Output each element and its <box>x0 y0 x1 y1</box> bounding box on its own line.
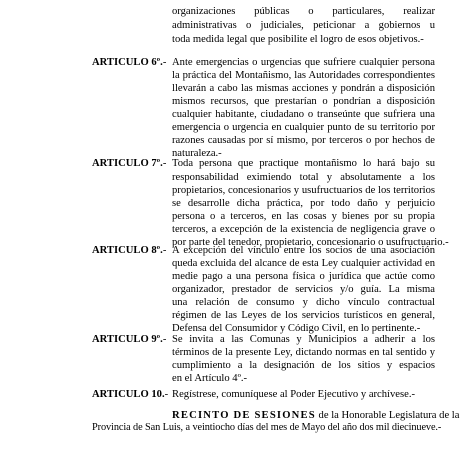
closing-text: de la Honorable Legislatura de la <box>318 410 460 421</box>
article-line: emergencia o urgencia en cualquier punto de su territorio por <box>172 122 435 133</box>
article-line: cualquier habitante, ciudadano o transeúnte que sufriera una <box>172 109 435 120</box>
closing-line <box>172 410 460 422</box>
article-line: mismos recursos, que prestarían o pondrían a disposición <box>172 96 435 107</box>
article-line: la práctica del Montañismo, las Autoridades correspondientes <box>172 70 435 81</box>
article-line: régimen de las Leyes de los servicios turísticos en general, <box>172 310 435 321</box>
intro-line: organizaciones públicas o particulares, realizar <box>172 6 435 17</box>
article-line: naturaleza.- <box>172 148 222 159</box>
article-line: medie pago a una persona física o jurídica que actúe como <box>172 271 435 282</box>
article-line: propietarios, concesionarios y usufructuarios de los territorios <box>172 185 435 196</box>
article-line: A excepción del vínculo entre los socios de una asociación <box>172 245 435 256</box>
article-line: razones causadas por sí mismo, por terceros o por hechos de <box>172 135 435 146</box>
article-line: Defensa del Consumidor y Código Civil, en lo pertinente.- <box>172 323 421 334</box>
article-label: ARTICULO 10.- <box>92 389 169 400</box>
article-line: llevarán a cabo las mismas acciones y pondrán a disposición <box>172 83 435 94</box>
article-label: ARTICULO 7º.- <box>92 158 167 169</box>
article-label: ARTICULO 9º.- <box>92 334 167 345</box>
article-line: en el Artículo 4º.- <box>172 373 248 384</box>
article-line: Se invita a las Comunas y Municipios a adherir a los <box>172 334 435 345</box>
article-line: queda excluida del alcance de esta Ley cualquier actividad en <box>172 258 435 269</box>
article-line: Regístrese, comuníquese al Poder Ejecutivo y archívese.- <box>172 389 415 400</box>
article-line: organizador, prestador de servicios y/o guía. La misma <box>172 284 435 295</box>
article-line: cumplimiento a la designación de los sitios y espacios <box>172 360 435 371</box>
article-line: Ante emergencias o urgencias que sufriere cualquier persona <box>172 57 435 68</box>
article-label: ARTICULO 8º.- <box>92 245 167 256</box>
article-line: términos de la presente Ley, dictando normas en tal sentido y <box>172 347 435 358</box>
article-line: terceros, a excepción de la existencia de negligencia grave o <box>172 224 435 235</box>
article-line: Toda persona que practique montañismo lo hará bajo su <box>172 158 435 169</box>
intro-line: toda medida legal que posibilite el logro de esos objetivos.- <box>172 34 424 45</box>
article-line: responsabilidad eximiendo total y absolutamente a los <box>172 172 435 183</box>
article-label: ARTICULO 6º.- <box>92 57 167 68</box>
article-line: se desarrolle dicha práctica, por todo daño y perjuicio <box>172 198 435 209</box>
intro-line: administrativas o judiciales, peticionar a gobiernos u <box>172 20 435 31</box>
closing-line: Provincia de San Luis, a veintiocho días del mes de Mayo del año dos mil diecinueve.- <box>92 422 442 433</box>
article-line: persona o a terceros, en las cosas y bienes por su propia <box>172 211 435 222</box>
closing-heading: RECINTO DE SESIONES <box>172 410 316 421</box>
article-line: por parte del tenedor, propietario, concesionario o usufructuario.- <box>172 237 449 248</box>
article-line: una relación de consumo y dicho vínculo contractual <box>172 297 435 308</box>
